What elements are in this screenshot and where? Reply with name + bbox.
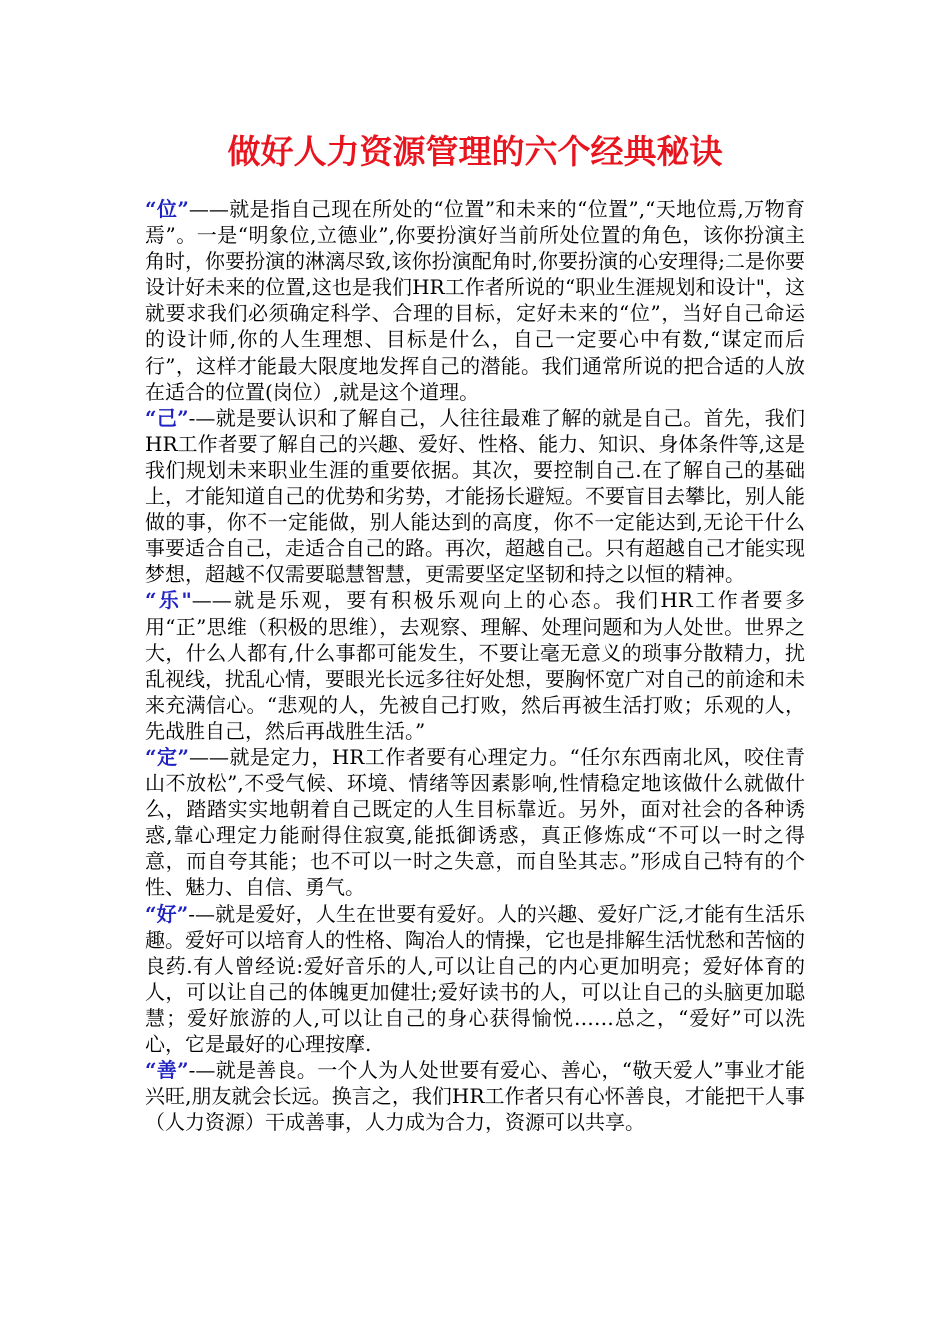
section-text: ——就是指自己现在所处的“位置”和未来的“位置”,“天地位焉,万物育焉”。一是“明象位,立德业”,你要扮演好当前所处位置的角色，该你扮演主角时，你要扮演的淋漓尽致,该你扮演配角时,你要扮演的心安理得;二是你要设计好未来的位置,这也是我们HR工作者所说的“职业生涯规划和设计"，这就要求我们必须确定科学、合理的目标，定好未来的“位”，当好自己命运的设计师,你的人生理想、目标是什么，自己一定要心中有数,“谋定而后行”，这样才能最大限度地发挥自己的潜能。我们通常所说的把合适的人放在适合的位置(岗位）,就是这个道理。: [145, 197, 806, 404]
section-term: “乐": [145, 588, 192, 613]
section-term: “定”: [145, 744, 189, 769]
section-text: ——就是定力，HR工作者要有心理定力。“任尔东西南北风，咬住青山不放松”,不受气候、环境、情绪等因素影响,性情稳定地该做什么就做什么，踏踏实实地朝着自己既定的人生目标靠近。另外，面对社会的各种诱惑,靠心理定力能耐得住寂寞,能抵御诱惑，真正修炼成“不可以一时之得意，而自夸其能；也不可以一时之失意，而自坠其志。”形成自己特有的个性、魅力、自信、勇气。: [145, 744, 805, 900]
section-text: ——就是乐观，要有积极乐观向上的心态。我们HR工作者要多用“正”思维（积极的思维），去观察、理解、处理问题和为人处世。世界之大，什么人都有,什么事都可能发生，不要让毫无意义的琐事分散精力，扰乱视线，扰乱心情，要眼光长远多往好处想，要胸怀宽广对自己的前途和未来充满信心。“悲观的人，先被自己打败，然后再被生活打败；乐观的人，先战胜自己，然后再战胜生活。”: [145, 588, 805, 743]
document-body: [145, 196, 805, 1135]
section-wei: [145, 196, 805, 405]
section-term: “位”: [145, 197, 189, 221]
section-hao: [145, 901, 805, 1058]
section-text: -—就是要认识和了解自己，人往往最难了解的就是自己。首先，我们HR工作者要了解自己的兴趣、爱好、性格、能力、知识、身体条件等,这是我们规划未来职业生涯的重要依据。其次，要控制自己.在了解自己的基础上，才能知道自己的优势和劣势，才能扬长避短。不要盲目去攀比，别人能做的事，你不一定能做，别人能达到的高度，你不一定能达到,无论干什么事要适合自己，走适合自己的路。再次，超越自己。只有超越自己才能实现梦想，超越不仅需要聪慧智慧，更需要坚定坚韧和持之以恒的精神。: [145, 405, 805, 587]
section-term: “善”: [145, 1058, 189, 1083]
section-text: -—就是善良。一个人为人处世要有爱心、善心，“敬天爱人”事业才能兴旺,朋友就会长远。换言之，我们HR工作者只有心怀善良，才能把干人事（人力资源）干成善事，人力成为合力，资源可以共享。: [145, 1058, 805, 1135]
section-shan: [145, 1057, 805, 1135]
document-title: 做好人力资源管理的六个经典秘诀: [227, 132, 723, 171]
section-text: -—就是爱好，人生在世要有爱好。人的兴趣、爱好广泛,才能有生活乐趣。爱好可以培育人的性格、陶冶人的情操，它也是排解生活忧愁和苦恼的良药.有人曾经说:爱好音乐的人,可以让自己的内心更加明亮；爱好体育的人，可以让自己的体魄更加健壮;爱好读书的人，可以让自己的头脑更加聪慧；爱好旅游的人,可以让自己的身心获得愉悦……总之，“爱好”可以洗心，它是最好的心理按摩.: [145, 901, 805, 1056]
section-term: “好”: [145, 901, 189, 926]
section-le: [145, 587, 805, 744]
section-ding: [145, 744, 805, 901]
section-ji: [145, 405, 805, 588]
section-term: “己”: [145, 405, 189, 430]
